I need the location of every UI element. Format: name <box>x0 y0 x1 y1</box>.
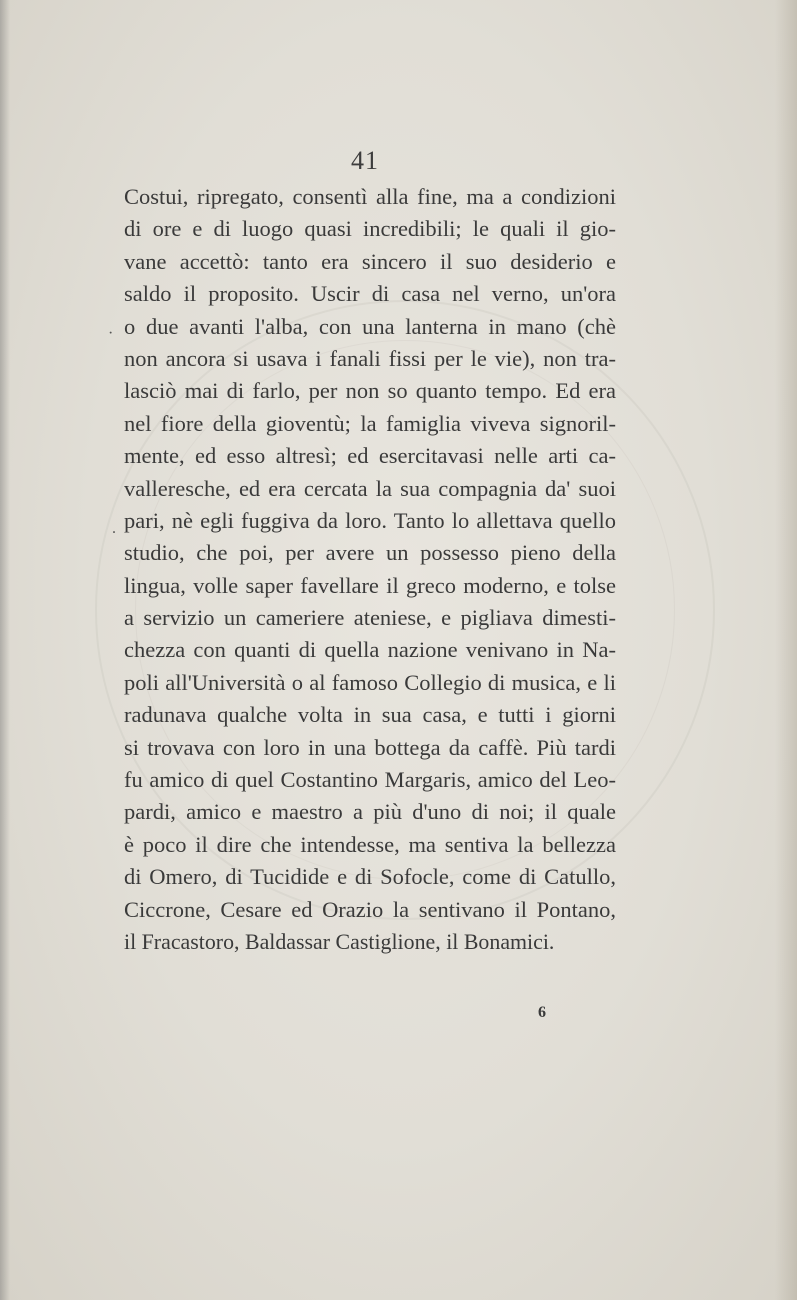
text-line: pardi, amico e maestro a più d'uno di noi; il quale <box>124 799 616 825</box>
page-number: 41 <box>351 146 379 175</box>
text-line: non ancora si usava i fanali fissi per le vie), non tra- <box>124 345 616 371</box>
margin-dot: . <box>112 520 116 537</box>
text-line: mente, ed esso altresì; ed esercitavasi nelle arti ca- <box>124 443 616 469</box>
text-line: nel fiore della gioventù; la famiglia viveva signoril- <box>124 410 616 436</box>
text-line: fu amico di quel Costantino Margaris, amico del Leo- <box>124 767 616 793</box>
body-text <box>124 181 616 958</box>
text-line: è poco il dire che intendesse, ma sentiva la bellezza <box>124 831 616 857</box>
text-line: vane accettò: tanto era sincero il suo desiderio e <box>124 248 616 274</box>
text-line: a servizio un cameriere ateniese, e pigliava dimesti- <box>124 605 616 631</box>
text-line: chezza con quanti di quella nazione venivano in Na- <box>124 637 616 663</box>
text-line: lingua, volle saper favellare il greco moderno, e tolse <box>124 572 616 598</box>
text-line: saldo il proposito. Uscir di casa nel verno, un'ora <box>124 281 616 307</box>
text-line: Costui, ripregato, consentì alla fine, ma a condizioni <box>124 184 616 209</box>
text-line: radunava qualche volta in sua casa, e tutti i giorni <box>124 702 616 728</box>
text-line: o due avanti l'alba, con una lanterna in mano (chè <box>124 313 616 339</box>
text-line: valleresche, ed era cercata la sua compagnia da' suoi <box>124 475 616 501</box>
text-line: poli all'Università o al famoso Collegio di musica, e li <box>124 669 616 695</box>
signature-mark: 6 <box>538 1004 546 1021</box>
text-line: pari, nè egli fuggiva da loro. Tanto lo allettava quello <box>124 507 616 533</box>
page-right-shadow <box>775 0 797 1300</box>
text-line: Ciccrone, Cesare ed Orazio la sentivano il Pontano, <box>124 896 616 922</box>
text-line: di Omero, di Tucidide e di Sofocle, come di Catullo, <box>124 864 616 890</box>
text-line: lasciò mai di farlo, per non so quanto tempo. Ed era <box>124 378 616 404</box>
page-left-shadow <box>0 0 10 1300</box>
text-line: si trovava con loro in una bottega da caffè. Più tardi <box>124 734 616 760</box>
text-line: studio, che poi, per avere un possesso pieno della <box>124 540 616 566</box>
margin-dot: · <box>108 325 114 342</box>
text-line: il Fracastoro, Baldassar Castiglione, il Bonamici. <box>124 928 555 954</box>
text-line: di ore e di luogo quasi incredibili; le quali il gio- <box>124 216 616 242</box>
